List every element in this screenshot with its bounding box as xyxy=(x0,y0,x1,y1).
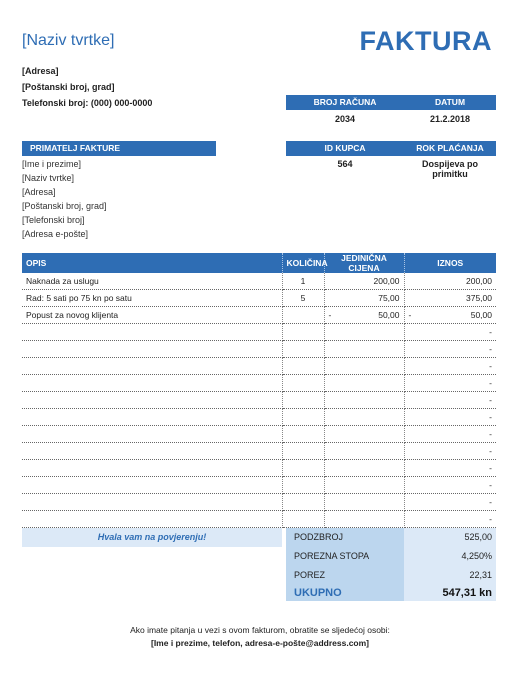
item-description xyxy=(22,511,282,528)
table-row xyxy=(22,307,496,324)
table-row xyxy=(22,324,496,341)
item-amount xyxy=(404,358,496,375)
item-amount xyxy=(404,443,496,460)
subtotal-value: 525,00 xyxy=(404,528,496,547)
item-unit-price xyxy=(324,358,404,375)
thank-you-box xyxy=(22,528,282,547)
item-unit-price xyxy=(324,477,404,494)
item-unit-price xyxy=(324,426,404,443)
table-row xyxy=(22,443,496,460)
item-amount-value: - xyxy=(489,378,492,388)
customer-meta-header xyxy=(286,141,496,156)
company-name: [Naziv tvrtke] xyxy=(22,32,115,49)
item-unit-price xyxy=(324,392,404,409)
item-unit-value: 75,00 xyxy=(378,293,400,303)
item-description xyxy=(22,375,282,392)
sender-phone: Telefonski broj: (000) 000-0000 xyxy=(22,98,153,108)
item-description xyxy=(22,324,282,341)
item-quantity xyxy=(282,460,324,477)
item-unit-price xyxy=(324,511,404,528)
recipient-header xyxy=(22,141,216,156)
item-description xyxy=(22,409,282,426)
column-header-description: OPIS xyxy=(22,253,282,273)
item-description xyxy=(22,460,282,477)
item-amount xyxy=(404,273,496,290)
table-row xyxy=(22,375,496,392)
item-amount xyxy=(404,375,496,392)
tax-rate-label: POREZNA STOPA xyxy=(286,547,404,566)
item-description xyxy=(22,494,282,511)
item-quantity xyxy=(282,511,324,528)
customer-id: 564 xyxy=(337,159,353,169)
item-unit-price xyxy=(324,375,404,392)
item-quantity: 5 xyxy=(282,290,324,307)
item-amount-sign: - xyxy=(408,310,412,320)
item-unit-price xyxy=(324,341,404,358)
item-amount-value: - xyxy=(489,497,492,507)
table-row xyxy=(22,290,496,307)
item-amount xyxy=(404,307,496,324)
tax-value: 22,31 xyxy=(404,566,496,585)
tax-rate-value: 4,250% xyxy=(404,547,496,566)
recipient-company: [Naziv tvrtke] xyxy=(22,173,75,183)
table-row xyxy=(22,409,496,426)
recipient-name: [Ime i prezime] xyxy=(22,159,82,169)
recipient-postal-city: [Poštanski broj, grad] xyxy=(22,201,107,211)
table-row xyxy=(22,460,496,477)
item-amount xyxy=(404,460,496,477)
customer-id-label: ID KUPCA xyxy=(324,143,366,153)
item-unit-price xyxy=(324,494,404,511)
item-quantity xyxy=(282,477,324,494)
document-title: FAKTURA xyxy=(359,26,492,56)
table-row xyxy=(22,477,496,494)
item-unit-price xyxy=(324,290,404,307)
item-amount xyxy=(404,324,496,341)
thank-you-message: Hvala vam na povjerenju! xyxy=(97,532,207,542)
invoice-meta-header xyxy=(286,95,496,110)
item-description xyxy=(22,426,282,443)
item-amount xyxy=(404,392,496,409)
footer-contact-details: [Ime i prezime, telefon, adresa-e-pošte@address.com] xyxy=(150,638,370,648)
item-amount xyxy=(404,494,496,511)
item-quantity xyxy=(282,409,324,426)
item-unit-price xyxy=(324,307,404,324)
due-terms: Dospijeva po primitku xyxy=(421,159,478,179)
item-unit-price xyxy=(324,460,404,477)
item-amount-value: - xyxy=(489,361,492,371)
item-quantity xyxy=(282,341,324,358)
recipient-phone: [Telefonski broj] xyxy=(22,215,85,225)
item-unit-price xyxy=(324,443,404,460)
item-quantity xyxy=(282,426,324,443)
item-quantity xyxy=(282,307,324,324)
invoice-number-label: BROJ RAČUNA xyxy=(313,97,377,107)
item-description xyxy=(22,358,282,375)
total-value: 547,31 kn xyxy=(404,585,496,601)
item-unit-value: 50,00 xyxy=(378,310,400,320)
item-quantity xyxy=(282,324,324,341)
item-quantity xyxy=(282,443,324,460)
column-header-amount: IZNOS xyxy=(404,253,496,273)
invoice-number: 2034 xyxy=(334,114,356,124)
item-quantity xyxy=(282,375,324,392)
tax-label: POREZ xyxy=(286,566,404,585)
total-label: UKUPNO xyxy=(286,585,404,601)
item-amount-value: - xyxy=(489,327,492,337)
table-row xyxy=(22,494,496,511)
item-amount-value: - xyxy=(489,480,492,490)
recipient-email: [Adresa e-pošte] xyxy=(22,229,89,239)
items-header-row xyxy=(22,253,496,273)
invoice-date: 21.2.2018 xyxy=(429,114,471,124)
item-amount-value: 200,00 xyxy=(466,276,492,286)
date-label: DATUM xyxy=(434,97,466,107)
item-unit-sign: - xyxy=(328,310,332,320)
item-unit-price xyxy=(324,409,404,426)
item-unit-value: 200,00 xyxy=(373,276,400,286)
item-amount xyxy=(404,477,496,494)
item-amount-value: 50,00 xyxy=(470,310,492,320)
sender-postal-city: [Poštanski broj, grad] xyxy=(22,82,115,92)
items-table xyxy=(22,253,496,528)
table-row xyxy=(22,392,496,409)
item-amount-value: - xyxy=(489,463,492,473)
item-description xyxy=(22,341,282,358)
table-row xyxy=(22,341,496,358)
item-quantity: 1 xyxy=(282,273,324,290)
recipient-label: PRIMATELJ FAKTURE xyxy=(30,143,121,153)
item-amount xyxy=(404,426,496,443)
item-amount-value: - xyxy=(489,395,492,405)
item-quantity xyxy=(282,392,324,409)
item-amount-value: - xyxy=(489,344,492,354)
item-amount-value: - xyxy=(489,514,492,524)
item-amount-value: 375,00 xyxy=(466,293,492,303)
item-amount-value: - xyxy=(489,412,492,422)
due-label: ROK PLAĆANJA xyxy=(416,143,484,153)
item-description: Popust za novog klijenta xyxy=(22,307,282,324)
item-unit-price xyxy=(324,324,404,341)
column-header-quantity: KOLIČINA xyxy=(282,253,324,273)
table-row xyxy=(22,273,496,290)
item-amount xyxy=(404,341,496,358)
item-amount-value: - xyxy=(489,446,492,456)
item-amount xyxy=(404,511,496,528)
item-unit-price xyxy=(324,273,404,290)
item-description xyxy=(22,443,282,460)
item-quantity xyxy=(282,494,324,511)
item-amount xyxy=(404,290,496,307)
recipient-address: [Adresa] xyxy=(22,187,56,197)
item-description: Naknada za uslugu xyxy=(22,273,282,290)
subtotal-label: PODZBROJ xyxy=(286,528,404,547)
item-amount xyxy=(404,409,496,426)
column-header-unit-price: JEDINIČNA CIJENA xyxy=(324,253,404,273)
item-quantity xyxy=(282,358,324,375)
table-row xyxy=(22,511,496,528)
table-row xyxy=(22,358,496,375)
item-description: Rad: 5 sati po 75 kn po satu xyxy=(22,290,282,307)
footer-contact-note: Ako imate pitanja u vezi s ovom fakturom, obratite se sljedećoj osobi: xyxy=(130,625,390,635)
item-description xyxy=(22,477,282,494)
table-row xyxy=(22,426,496,443)
sender-address: [Adresa] xyxy=(22,66,59,76)
item-description xyxy=(22,392,282,409)
item-amount-value: - xyxy=(489,429,492,439)
